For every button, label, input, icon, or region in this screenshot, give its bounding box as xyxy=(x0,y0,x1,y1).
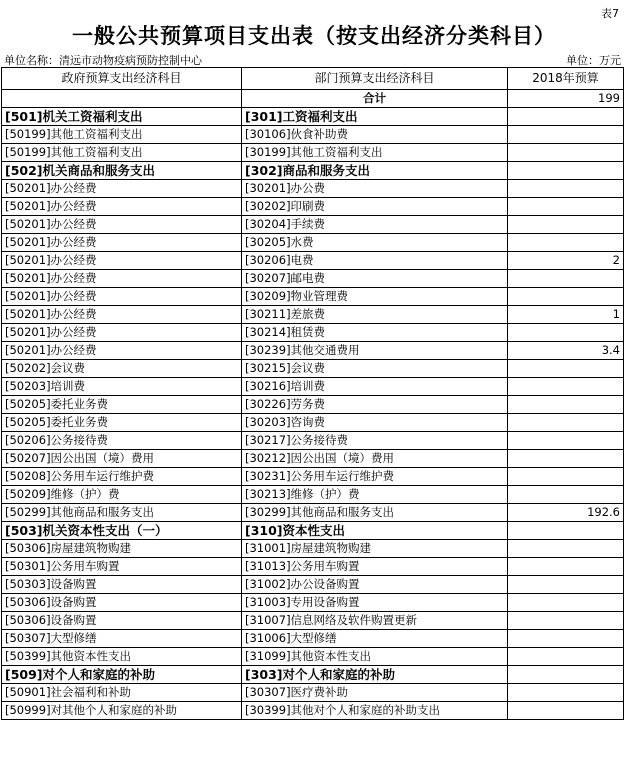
dept-subject-cell: [31099]其他资本性支出 xyxy=(242,648,508,666)
table-row xyxy=(2,324,624,342)
budget-amount-cell xyxy=(508,234,624,252)
dept-subject-cell: [30217]公务接待费 xyxy=(242,432,508,450)
dept-subject-cell: [30215]会议费 xyxy=(242,360,508,378)
budget-amount-cell xyxy=(508,162,624,180)
gov-subject-cell: [50208]公务用车运行维护费 xyxy=(2,468,242,486)
budget-amount-cell xyxy=(508,558,624,576)
dept-subject-cell: [30203]咨询费 xyxy=(242,414,508,432)
gov-subject-cell: [50306]设备购置 xyxy=(2,594,242,612)
dept-subject-cell: [30201]办公费 xyxy=(242,180,508,198)
dept-subject-cell: [30207]邮电费 xyxy=(242,270,508,288)
dept-subject-cell: [31013]公务用车购置 xyxy=(242,558,508,576)
dept-subject-cell: [30211]差旅费 xyxy=(242,306,508,324)
gov-subject-cell: [50306]房屋建筑物购建 xyxy=(2,540,242,558)
gov-subject-cell: [50201]办公经费 xyxy=(2,306,242,324)
budget-amount-cell xyxy=(508,288,624,306)
budget-amount-cell xyxy=(508,522,624,540)
budget-amount-cell xyxy=(508,378,624,396)
gov-subject-cell: [50209]维修（护）费 xyxy=(2,486,242,504)
dept-subject-cell: [303]对个人和家庭的补助 xyxy=(242,666,508,684)
budget-amount-cell xyxy=(508,216,624,234)
budget-amount-cell xyxy=(508,594,624,612)
header-budget-2018: 2018年预算 xyxy=(508,68,624,90)
budget-amount-cell xyxy=(508,450,624,468)
page-title: 一般公共预算项目支出表（按支出经济分类科目） xyxy=(72,24,556,48)
budget-amount-cell xyxy=(508,702,624,720)
dept-subject-cell: [31007]信息网络及软件购置更新 xyxy=(242,612,508,630)
dept-subject-cell: [30214]租赁费 xyxy=(242,324,508,342)
dept-subject-cell: [30204]手续费 xyxy=(242,216,508,234)
table-number-tag: 表7 xyxy=(601,7,619,20)
gov-subject-cell: [50201]办公经费 xyxy=(2,198,242,216)
budget-amount-cell xyxy=(508,630,624,648)
gov-subject-cell: [50901]社会福利和补助 xyxy=(2,684,242,702)
budget-amount-cell xyxy=(508,198,624,216)
gov-subject-cell: [50201]办公经费 xyxy=(2,180,242,198)
gov-subject-cell: [501]机关工资福利支出 xyxy=(2,108,242,126)
budget-amount-cell xyxy=(508,396,624,414)
table-row xyxy=(2,144,624,162)
dept-subject-cell: [30212]因公出国（境）费用 xyxy=(242,450,508,468)
gov-subject-cell: [50299]其他商品和服务支出 xyxy=(2,504,242,522)
budget-amount-cell xyxy=(508,414,624,432)
table-row xyxy=(2,540,624,558)
gov-subject-cell: [50999]对其他个人和家庭的补助 xyxy=(2,702,242,720)
gov-subject-cell: [50203]培训费 xyxy=(2,378,242,396)
category-row xyxy=(2,162,624,180)
table-row xyxy=(2,306,624,324)
dept-subject-cell: [30205]水费 xyxy=(242,234,508,252)
dept-subject-cell: [30231]公务用车运行维护费 xyxy=(242,468,508,486)
table-row xyxy=(2,432,624,450)
gov-subject-cell: [50207]因公出国（境）费用 xyxy=(2,450,242,468)
table-row xyxy=(2,702,624,720)
gov-subject-cell: [50307]大型修缮 xyxy=(2,630,242,648)
gov-subject-cell: [50201]办公经费 xyxy=(2,324,242,342)
dept-subject-cell: [30307]医疗费补助 xyxy=(242,684,508,702)
budget-amount-cell: 192.6 xyxy=(508,504,624,522)
unit-measure-label: 单位：万元 xyxy=(566,54,621,67)
table-row xyxy=(2,558,624,576)
dept-subject-cell: [30206]电费 xyxy=(242,252,508,270)
budget-amount-cell: 1 xyxy=(508,306,624,324)
gov-subject-cell: [50201]办公经费 xyxy=(2,270,242,288)
budget-amount-cell xyxy=(508,360,624,378)
budget-amount-cell xyxy=(508,540,624,558)
category-row xyxy=(2,522,624,540)
table-row xyxy=(2,414,624,432)
gov-subject-cell: [50301]公务用车购置 xyxy=(2,558,242,576)
gov-subject-cell: [509]对个人和家庭的补助 xyxy=(2,666,242,684)
table-row xyxy=(2,504,624,522)
budget-amount-cell xyxy=(508,648,624,666)
dept-subject-cell: [30399]其他对个人和家庭的补助支出 xyxy=(242,702,508,720)
dept-subject-cell: [30299]其他商品和服务支出 xyxy=(242,504,508,522)
dept-subject-cell: [31002]办公设备购置 xyxy=(242,576,508,594)
dept-subject-cell: [30202]印刷费 xyxy=(242,198,508,216)
table-row xyxy=(2,270,624,288)
total-row xyxy=(2,90,624,108)
gov-subject-cell: [503]机关资本性支出（一） xyxy=(2,522,242,540)
header-gov-subject: 政府预算支出经济科目 xyxy=(2,68,242,90)
table-row xyxy=(2,360,624,378)
table-row xyxy=(2,648,624,666)
dept-subject-cell: [30216]培训费 xyxy=(242,378,508,396)
gov-subject-cell: [50199]其他工资福利支出 xyxy=(2,126,242,144)
gov-subject-cell: [50201]办公经费 xyxy=(2,342,242,360)
table-row xyxy=(2,486,624,504)
dept-subject-cell: [30239]其他交通费用 xyxy=(242,342,508,360)
table-row xyxy=(2,612,624,630)
dept-subject-cell: [30106]伙食补助费 xyxy=(242,126,508,144)
gov-subject-cell: [50201]办公经费 xyxy=(2,288,242,306)
budget-amount-cell xyxy=(508,126,624,144)
total-empty-cell xyxy=(2,90,242,108)
table-row xyxy=(2,468,624,486)
table-row xyxy=(2,180,624,198)
dept-subject-cell: [30213]维修（护）费 xyxy=(242,486,508,504)
table-row xyxy=(2,576,624,594)
gov-subject-cell: [50201]办公经费 xyxy=(2,252,242,270)
table-row xyxy=(2,216,624,234)
table-row xyxy=(2,288,624,306)
budget-amount-cell xyxy=(508,324,624,342)
dept-subject-cell: [310]资本性支出 xyxy=(242,522,508,540)
table-row xyxy=(2,198,624,216)
table-row xyxy=(2,684,624,702)
table-row xyxy=(2,450,624,468)
dept-subject-cell: [31003]专用设备购置 xyxy=(242,594,508,612)
expenditure-table xyxy=(1,67,624,720)
budget-amount-cell xyxy=(508,684,624,702)
budget-amount-cell xyxy=(508,144,624,162)
budget-amount-cell xyxy=(508,576,624,594)
budget-amount-cell xyxy=(508,108,624,126)
table-row xyxy=(2,126,624,144)
gov-subject-cell: [50303]设备购置 xyxy=(2,576,242,594)
dept-subject-cell: [30226]劳务费 xyxy=(242,396,508,414)
budget-amount-cell xyxy=(508,270,624,288)
gov-subject-cell: [50205]委托业务费 xyxy=(2,396,242,414)
gov-subject-cell: [502]机关商品和服务支出 xyxy=(2,162,242,180)
gov-subject-cell: [50206]公务接待费 xyxy=(2,432,242,450)
budget-amount-cell xyxy=(508,180,624,198)
category-row xyxy=(2,666,624,684)
budget-amount-cell xyxy=(508,486,624,504)
gov-subject-cell: [50202]会议费 xyxy=(2,360,242,378)
table-row xyxy=(2,630,624,648)
table-row xyxy=(2,594,624,612)
dept-subject-cell: [30199]其他工资福利支出 xyxy=(242,144,508,162)
table-row xyxy=(2,378,624,396)
table-header-row xyxy=(2,68,624,90)
budget-amount-cell xyxy=(508,468,624,486)
dept-subject-cell: [301]工资福利支出 xyxy=(242,108,508,126)
total-label: 合计 xyxy=(242,90,508,108)
dept-subject-cell: [31001]房屋建筑物购建 xyxy=(242,540,508,558)
gov-subject-cell: [50306]设备购置 xyxy=(2,612,242,630)
total-amount: 199 xyxy=(508,90,624,108)
table-row xyxy=(2,234,624,252)
unit-name-label: 单位名称：清远市动物疫病预防控制中心 xyxy=(4,54,202,67)
gov-subject-cell: [50199]其他工资福利支出 xyxy=(2,144,242,162)
budget-amount-cell: 3.4 xyxy=(508,342,624,360)
dept-subject-cell: [302]商品和服务支出 xyxy=(242,162,508,180)
budget-amount-cell xyxy=(508,612,624,630)
gov-subject-cell: [50201]办公经费 xyxy=(2,216,242,234)
dept-subject-cell: [31006]大型修缮 xyxy=(242,630,508,648)
category-row xyxy=(2,108,624,126)
table-row xyxy=(2,396,624,414)
dept-subject-cell: [30209]物业管理费 xyxy=(242,288,508,306)
table-row xyxy=(2,252,624,270)
table-row xyxy=(2,342,624,360)
gov-subject-cell: [50201]办公经费 xyxy=(2,234,242,252)
header-dept-subject: 部门预算支出经济科目 xyxy=(242,68,508,90)
budget-amount-cell xyxy=(508,432,624,450)
budget-amount-cell: 2 xyxy=(508,252,624,270)
budget-amount-cell xyxy=(508,666,624,684)
gov-subject-cell: [50399]其他资本性支出 xyxy=(2,648,242,666)
gov-subject-cell: [50205]委托业务费 xyxy=(2,414,242,432)
